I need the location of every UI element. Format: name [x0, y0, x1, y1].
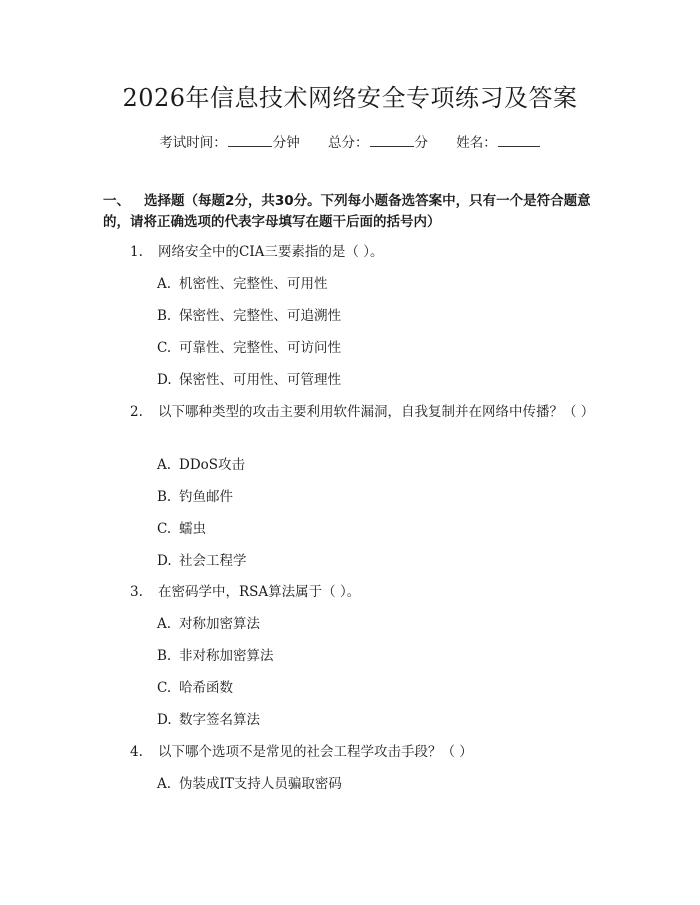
option-letter: B.: [157, 648, 172, 664]
question-text: 网络安全中的CIA三要素指的是（ ）。: [158, 244, 384, 260]
option-text: 社会工程学: [179, 553, 247, 569]
total-score-label: 总分：: [328, 135, 369, 151]
total-score-field: [328, 135, 428, 151]
question-1: [130, 241, 600, 263]
option-1b: [157, 305, 597, 327]
option-letter: D.: [157, 712, 172, 728]
option-text: 保密性、可用性、可管理性: [179, 372, 341, 388]
option-text: 哈希函数: [179, 680, 233, 696]
section-instructions: 选择题（每题2分，共30分。下列每小题备选答案中，只有一个是符合题意的，请将正确选项的代表字母填写在题干后面的括号内）: [103, 193, 591, 230]
total-score-unit: 分: [414, 135, 428, 151]
option-text: 钓鱼邮件: [179, 489, 233, 505]
option-3c: [157, 677, 597, 699]
question-number: 4.: [130, 744, 143, 760]
option-text: DDoS攻击: [179, 457, 246, 473]
option-letter: C.: [157, 680, 172, 696]
option-1a: [157, 273, 597, 295]
option-text: 蠕虫: [179, 521, 206, 537]
option-4a: [157, 773, 597, 795]
option-letter: D.: [157, 553, 172, 569]
question-4: [130, 741, 600, 763]
option-letter: A.: [157, 616, 172, 632]
option-text: 机密性、完整性、可用性: [179, 276, 328, 292]
option-2d: [157, 550, 597, 572]
name-blank: [498, 132, 540, 147]
option-letter: A.: [157, 457, 172, 473]
exam-time-field: [159, 135, 300, 151]
option-text: 数字签名算法: [179, 712, 260, 728]
option-text: 非对称加密算法: [179, 648, 274, 664]
name-field: [456, 135, 541, 151]
question-number: 3.: [130, 584, 143, 600]
option-letter: B.: [157, 489, 172, 505]
option-3a: [157, 613, 597, 635]
option-2a: [157, 454, 597, 476]
exam-time-blank: [228, 132, 272, 147]
question-text: 以下哪种类型的攻击主要利用软件漏洞，自我复制并在网络中传播？（ ）: [158, 404, 595, 420]
question-text: 在密码学中，RSA算法属于（ ）。: [158, 584, 361, 600]
option-text: 伪装成IT支持人员骗取密码: [179, 776, 342, 792]
exam-time-label: 考试时间：: [159, 135, 227, 151]
total-score-blank: [370, 132, 414, 147]
exam-time-unit: 分钟: [272, 135, 300, 151]
option-letter: D.: [157, 372, 172, 388]
section-number: 一、: [103, 193, 130, 209]
exam-info-line: [0, 132, 700, 153]
option-letter: A.: [157, 276, 172, 292]
question-text: 以下哪个选项不是常见的社会工程学攻击手段？（ ）: [158, 744, 473, 760]
option-3d: [157, 709, 597, 731]
question-2: [103, 401, 603, 423]
option-1d: [157, 369, 597, 391]
name-label: 姓名：: [456, 135, 497, 151]
option-2c: [157, 518, 597, 540]
option-text: 可靠性、完整性、可访问性: [179, 340, 341, 356]
question-3: [130, 581, 600, 603]
option-2b: [157, 486, 597, 508]
document-title: 2026年信息技术网络安全专项练习及答案: [122, 84, 578, 112]
question-number: 1.: [130, 244, 143, 260]
option-letter: C.: [157, 521, 172, 537]
option-letter: C.: [157, 340, 172, 356]
option-letter: A.: [157, 776, 172, 792]
option-1c: [157, 337, 597, 359]
section-heading: [103, 191, 598, 233]
option-letter: B.: [157, 308, 172, 324]
option-3b: [157, 645, 597, 667]
option-text: 对称加密算法: [179, 616, 260, 632]
option-text: 保密性、完整性、可追溯性: [179, 308, 341, 324]
question-number: 2.: [130, 404, 143, 420]
